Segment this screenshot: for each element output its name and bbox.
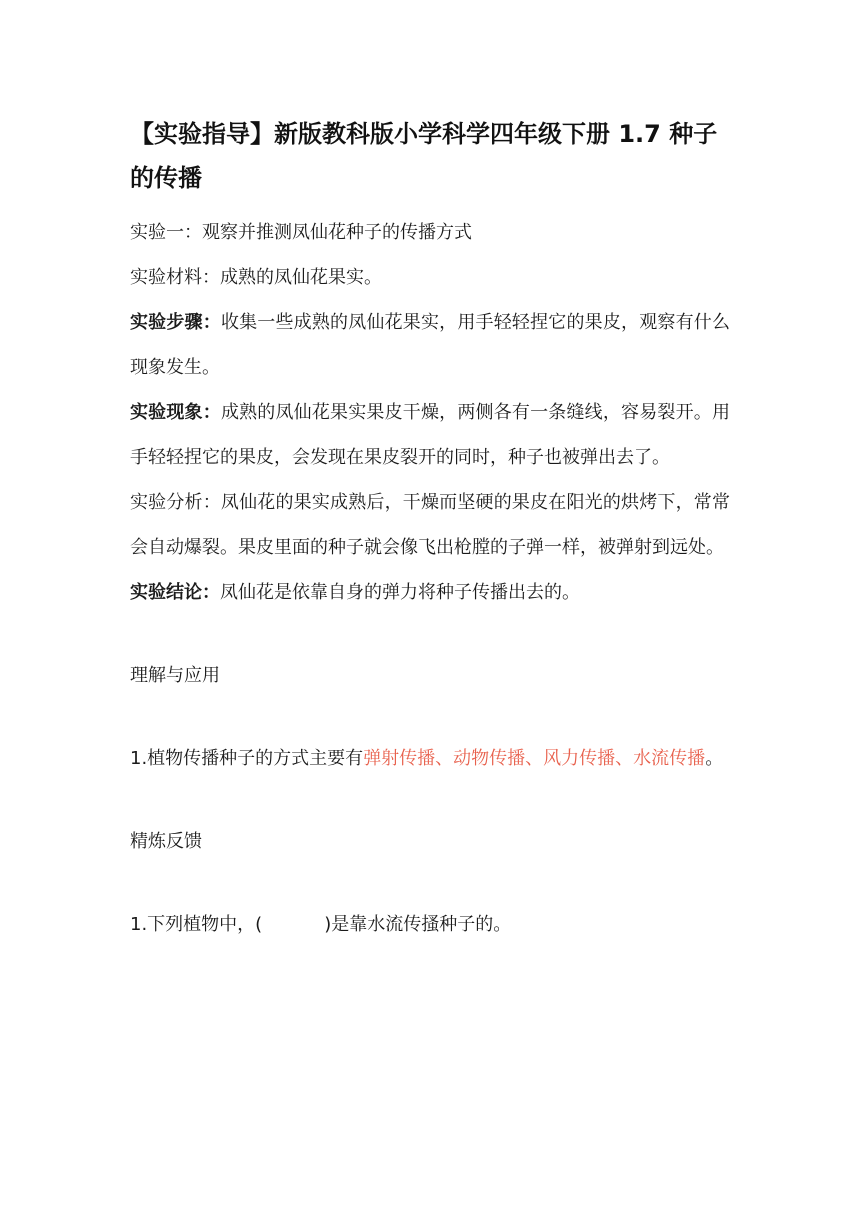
- spacer: [130, 698, 730, 736]
- spacer: [130, 781, 730, 819]
- experiment-heading: 实验一：观察并推测凤仙花种子的传播方式: [130, 222, 472, 243]
- feedback-heading: 精炼反馈: [130, 831, 202, 852]
- phenomenon-text: 成熟的凤仙花果实果皮干燥，两侧各有一条缝线，容易裂开。用手轻轻捏它的果皮，会发现在果皮裂开的同时，种子也被弹出去了。: [130, 402, 730, 468]
- understanding-heading: 理解与应用: [130, 665, 220, 686]
- page-title: 【实验指导】新版教科版小学科学四年级下册 1.7 种子的传播: [130, 120, 718, 192]
- question-suffix: 。: [705, 748, 724, 769]
- experiment-steps: [130, 300, 730, 390]
- answer-text: 弹射传播、动物传播、风力传播、水流传播: [363, 748, 706, 769]
- experiment-phenomenon: [130, 390, 730, 480]
- steps-text: 收集一些成熟的凤仙花果实，用手轻轻捏它的果皮，观察有什么现象发生。: [130, 312, 730, 378]
- conclusion-text: 凤仙花是依靠自身的弹力将种子传播出去的。: [220, 582, 580, 603]
- phenomenon-label: 实验现象：: [130, 402, 221, 423]
- document-page: [130, 112, 730, 947]
- experiment-analysis: 实验分析：凤仙花的果实成熟后，干燥而坚硬的果皮在阳光的烘烤下，常常会自动爆裂。果皮里面的种子就会像飞出枪膛的子弹一样，被弹射到远处。: [130, 492, 730, 558]
- question-prefix: 1.下列植物中，(: [130, 914, 263, 935]
- conclusion-label: 实验结论：: [130, 582, 220, 603]
- question-suffix: )是靠水流传搔种子的。: [324, 914, 512, 935]
- spacer: [130, 864, 730, 902]
- question-prefix: 1.植物传播种子的方式主要有: [130, 748, 364, 769]
- experiment-materials: 实验材料：成熟的凤仙花果实。: [130, 267, 382, 288]
- experiment-conclusion: [130, 570, 730, 615]
- steps-label: 实验步骤：: [130, 312, 221, 333]
- feedback-question-1: [130, 902, 730, 947]
- spacer: [130, 615, 730, 653]
- understanding-question-1: [130, 736, 730, 781]
